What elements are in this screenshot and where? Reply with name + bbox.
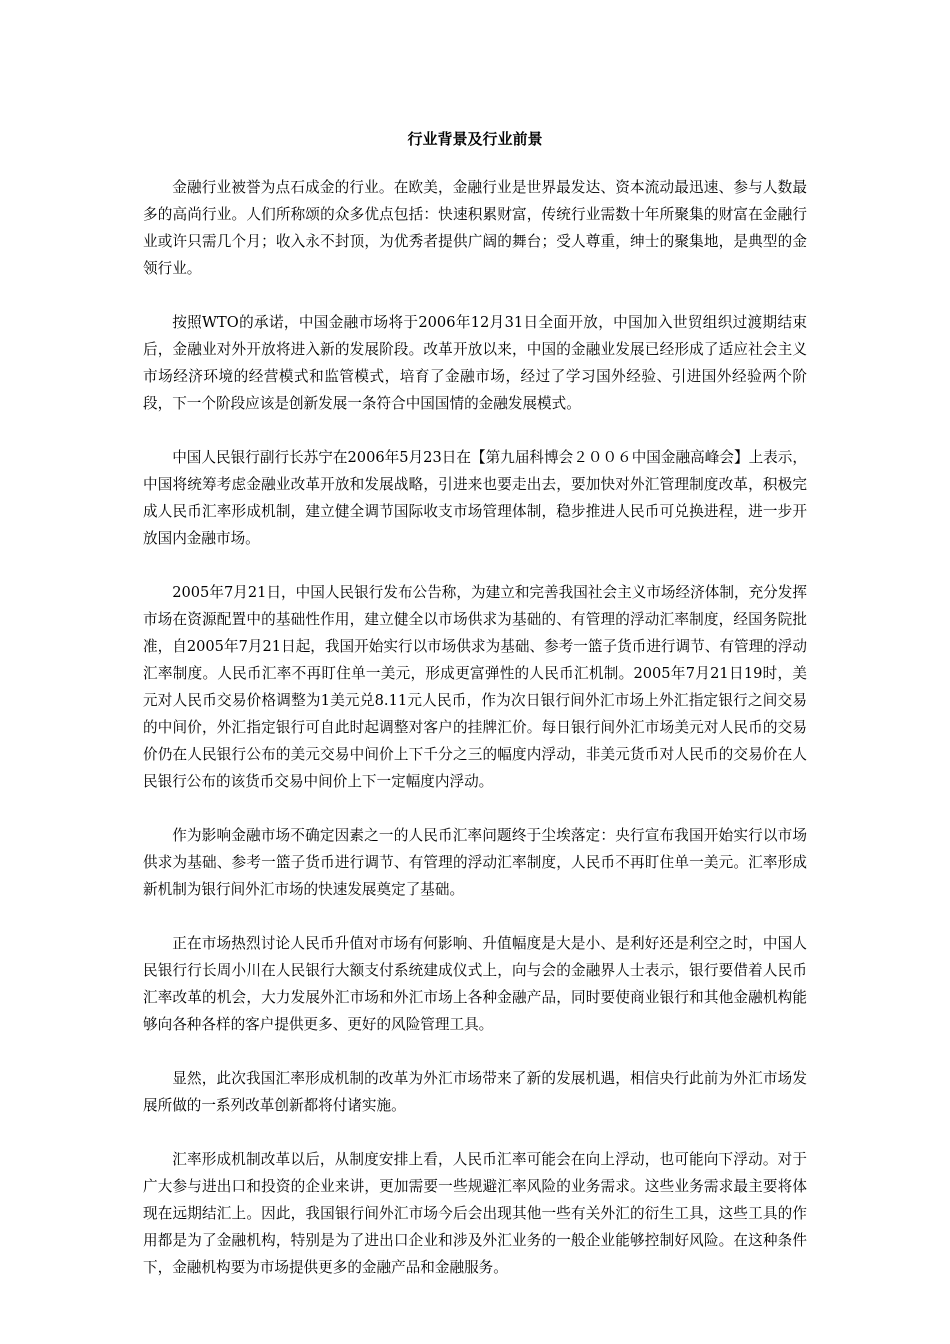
- paragraph: 2005年7月21日，中国人民银行发布公告称，为建立和完善我国社会主义市场经济体制，充分发挥市场在资源配置中的基础性作用，建立健全以市场供求为基础的、有管理的浮动汇率制度，经国务院批准，自2005年7月21日起，我国开始实行以市场供求为基础、参考一篮子货币进行调节、有管理的浮动汇率制度。人民币汇率不再盯住单一美元，形成更富弹性的人民币汇机制。2005年7月21日19时，美元对人民币交易价格调整为1美元兑8.11元人民币，作为次日银行间外汇市场上外汇指定银行之间交易的中间价，外汇指定银行可自此时起调整对客户的挂牌汇价。每日银行间外汇市场美元对人民币的交易价仍在人民银行公布的美元交易中间价上下千分之三的幅度内浮动，非美元货币对人民币的交易价在人民银行公布的该货币交易中间价上下一定幅度内浮动。: [143, 584, 807, 790]
- paragraph: 中国人民银行副行长苏宁在2006年5月23日在【第九届科博会２００６中国金融高峰会】上表示，中国将统筹考虑金融业改革开放和发展战略，引进来也要走出去，要加快对外汇管理制度改革，积极完成人民币汇率形成机制，建立健全调节国际收支市场管理体制，稳步推进人民币可兑换进程，进一步开放国内金融市场。: [143, 449, 807, 547]
- paragraph: 正在市场热烈讨论人民币升值对市场有何影响、升值幅度是大是小、是利好还是利空之时，中国人民银行行长周小川在人民银行大额支付系统建成仪式上，向与会的金融界人士表示，银行要借着人民币汇率改革的机会，大力发展外汇市场和外汇市场上各种金融产品，同时要使商业银行和其他金融机构能够向各种各样的客户提供更多、更好的风险管理工具。: [143, 935, 807, 1033]
- paragraph: 显然，此次我国汇率形成机制的改革为外汇市场带来了新的发展机遇，相信央行此前为外汇市场发展所做的一系列改革创新都将付诸实施。: [143, 1070, 807, 1114]
- paragraph: 作为影响金融市场不确定因素之一的人民币汇率问题终于尘埃落定：央行宣布我国开始实行以市场供求为基础、参考一篮子货币进行调节、有管理的浮动汇率制度，人民币不再盯住单一美元。汇率形成新机制为银行间外汇市场的快速发展奠定了基础。: [143, 827, 807, 898]
- document-body: [143, 174, 807, 1308]
- paragraph: 汇率形成机制改革以后，从制度安排上看，人民币汇率可能会在向上浮动，也可能向下浮动。对于广大参与进出口和投资的企业来讲，更加需要一些规避汇率风险的业务需求。这些业务需求最主要将体现在远期结汇上。因此，我国银行间外汇市场今后会出现其他一些有关外汇的衍生工具，这些工具的作用都是为了金融机构，特别是为了进出口企业和涉及外汇业务的一般企业能够控制好风险。在这种条件下，金融机构要为市场提供更多的金融产品和金融服务。: [143, 1151, 807, 1276]
- document-title: 行业背景及行业前景: [407, 130, 543, 148]
- paragraph: 金融行业被誉为点石成金的行业。在欧美，金融行业是世界最发达、资本流动最迅速、参与人数最多的高尚行业。人们所称颂的众多优点包括：快速积累财富，传统行业需数十年所聚集的财富在金融行业或许只需几个月；收入永不封顶，为优秀者提供广阔的舞台；受人尊重，绅士的聚集地，是典型的金领行业。: [143, 179, 807, 277]
- paragraph: 按照WTO的承诺，中国金融市场将于2006年12月31日全面开放，中国加入世贸组织过渡期结束后，金融业对外开放将进入新的发展阶段。改革开放以来，中国的金融业发展已经形成了适应社会主义市场经济环境的经营模式和监管模式，培育了金融市场，经过了学习国外经验、引进国外经验两个阶段，下一个阶段应该是创新发展一条符合中国国情的金融发展模式。: [143, 314, 807, 412]
